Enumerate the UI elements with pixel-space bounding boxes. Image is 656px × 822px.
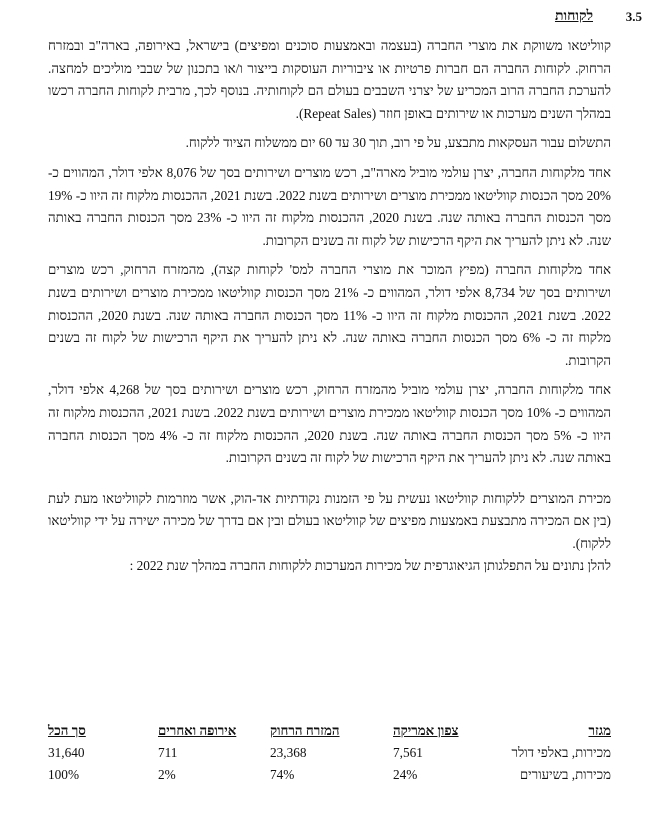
row-label: מכירות, באלפי דולר [511, 745, 611, 760]
paragraph-customers-overview: קווליטאו משווקת את מוצרי החברה (בעצמה ובאמצעות סוכנים ומפיצים) בישראל, באירופה, בארה"ב ובמזרח הרחוק. לקוחות החברה הם חברות פרטיות או ציבוריות העוסקות בייצור ו/או בתכנון של שבבי מוליכים למחצה. להערכת החברה הרוב המכריע של יצרני השבבים בעולם הם לקוחותיה. בנוסף לכך, מרבית לקוחות החברה רכשו במהלך השנים מערכות או שירותים באופן חוזר (Repeat Sales). [48, 38, 611, 121]
body-text [48, 35, 611, 578]
cell-europe-other: 2% [158, 767, 176, 782]
row-label: מכירות, בשיעורים [519, 767, 611, 782]
paragraph-customer-us: אחד מלקוחות החברה, יצרן עולמי מוביל מארה"ב, רכש מוצרים ושירותים בסך של 8,076 אלפי דולר, המהווים כ- 20% מסך הכנסות קווליטאו ממכירת מוצרים ושירותים בשנת 2022. בשנת 2021, ההכנסות מלקוח זה היוו כ- 19% מסך הכנסות החברה באותה שנה. בשנת 2020, ההכנסות מלקוח זה היוו כ- 23% מסך הכנסות החברה באותה שנה. לא ניתן להעריך את היקף הרכישות של לקוח זה בשנים הקרובות. [48, 164, 611, 248]
header-segment: מגזר [588, 723, 611, 738]
header-europe-other: אירופה ואחרים [158, 723, 237, 738]
cell-total: 31,640 [48, 745, 85, 760]
table-row [48, 745, 611, 767]
cell-north-america: 7,561 [393, 745, 423, 760]
cell-far-east: 23,368 [270, 745, 307, 760]
cell-total: 100% [48, 767, 80, 782]
header-north-america: צפון אמריקה [393, 723, 459, 738]
paragraph-table-intro: להלן נתונים על התפלגותן הגיאוגרפית של מכירות המערכות ללקוחות החברה במהלך שנת 2022 : [129, 558, 611, 574]
section-heading [0, 9, 656, 31]
header-far-east: המזרח הרחוק [270, 723, 340, 738]
paragraph-customer-distributor: אחד מלקוחות החברה (מפיץ המוכר את מוצרי החברה למס' לקוחות קצה), מהמזרח הרחוק, רכש מוצרים ושירותים בסך של 8,734 אלפי דולר, המהווים כ- 21% מסך הכנסות קווליטאו ממכירת מוצרים ושירותים בשנת 2022. בשנת 2021, ההכנסות מלקוח זה היוו כ- 11% מסך הכנסות החברה באותה שנה. בשנת 2020, ההכנסות מלקוח זה כ- 6% מסך הכנסות החברה באותה שנה. לא ניתן להעריך את היקף הרכישות של לקוח זה בשנים הקרובות. [48, 262, 611, 368]
table-header-row [48, 723, 611, 745]
header-total: סך הכל [48, 723, 86, 738]
cell-north-america: 24% [393, 767, 418, 782]
paragraph-payment-terms: התשלום עבור העסקאות מתבצע, על פי רוב, תוך 30 עד 60 יום ממשלוח הציוד ללקוח. [185, 135, 611, 151]
cell-europe-other: 711 [158, 745, 178, 760]
section-number: 3.5 [625, 9, 642, 24]
paragraph-customer-far-east: אחד מלקוחות החברה, יצרן עולמי מוביל מהמזרח הרחוק, רכש מוצרים ושירותים בסך של 4,268 אלפי דולר, המהווים כ- 10% מסך הכנסות קווליטאו ממכירת מוצרים ושירותים בשנת 2022. בשנת 2021, ההכנסות מלקוח זה היוו כ- 5% מסך הכנסות החברה באותה שנה. בשנת 2020, ההכנסות מלקוח זה כ- 4% מסך הכנסות החברה באותה שנה. לא ניתן להעריך את היקף הרכישות של לקוח זה בשנים הקרובות. [48, 382, 611, 466]
cell-far-east: 74% [270, 767, 295, 782]
geographic-sales-table [48, 723, 611, 789]
paragraph-sales-orders: מכירת המוצרים ללקוחות קווליטאו נעשית על פי הזמנות נקודתיות אד-הוק, אשר מוזרמות לקווליטאו מעת לעת (בין אם המכירה מתבצעת באמצעות מפיצים של קווליטאו בעולם ובין אם בדרך של מכירה ישירה על ידי קווליטאו ללקוח). [48, 490, 611, 551]
section-title: לקוחות [554, 9, 593, 24]
table-row [48, 767, 611, 789]
